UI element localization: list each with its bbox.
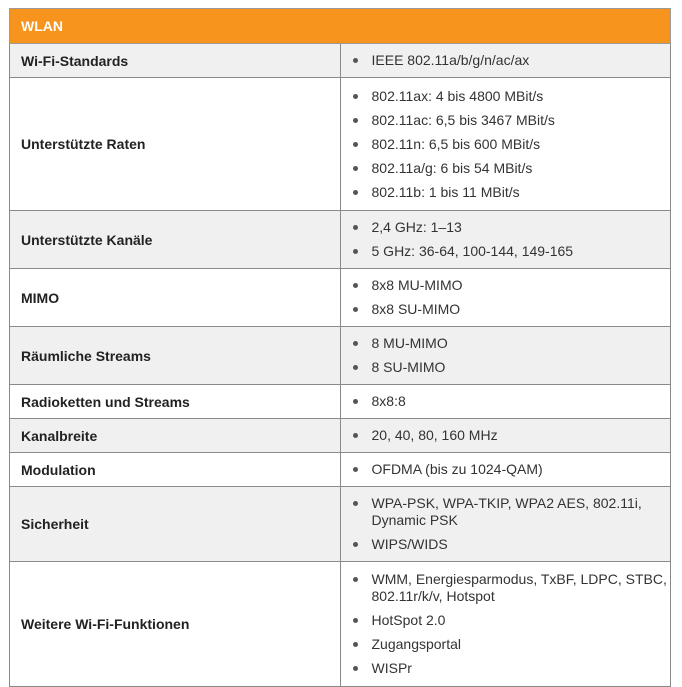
spec-values bbox=[340, 44, 671, 78]
spec-label: Weitere Wi-Fi-Funktionen bbox=[10, 562, 341, 687]
bullet-icon bbox=[353, 642, 358, 647]
spec-label: Unterstützte Kanäle bbox=[10, 211, 341, 269]
spec-row-supported-channels bbox=[10, 211, 671, 269]
spec-values bbox=[340, 487, 671, 562]
value-item bbox=[353, 301, 663, 318]
bullet-icon bbox=[353, 365, 358, 370]
bullet-icon bbox=[353, 190, 358, 195]
value-item bbox=[353, 52, 663, 69]
spec-row-spatial-streams bbox=[10, 327, 671, 385]
spec-label: MIMO bbox=[10, 269, 341, 327]
spec-row-more-wifi-features bbox=[10, 562, 671, 687]
value-list bbox=[353, 219, 663, 260]
value-item bbox=[353, 495, 663, 529]
spec-values bbox=[340, 269, 671, 327]
value-item bbox=[353, 393, 663, 410]
bullet-icon bbox=[353, 618, 358, 623]
value-text: 8x8:8 bbox=[372, 393, 406, 409]
value-list bbox=[353, 427, 663, 444]
value-list bbox=[353, 393, 663, 410]
spec-row-wifi-standards bbox=[10, 44, 671, 78]
value-text: IEEE 802.11a/b/g/n/ac/ax bbox=[372, 52, 530, 68]
bullet-icon bbox=[353, 142, 358, 147]
spec-row-radio-chains bbox=[10, 385, 671, 419]
value-item bbox=[353, 160, 663, 177]
value-list bbox=[353, 571, 663, 677]
value-item bbox=[353, 571, 663, 605]
value-item bbox=[353, 219, 663, 236]
value-item bbox=[353, 184, 663, 201]
bullet-icon bbox=[353, 249, 358, 254]
section-title: WLAN bbox=[10, 9, 671, 44]
spec-values bbox=[340, 562, 671, 687]
value-list bbox=[353, 495, 663, 553]
value-item bbox=[353, 277, 663, 294]
section-header-row bbox=[10, 9, 671, 44]
value-text: 802.11a/g: 6 bis 54 MBit/s bbox=[372, 160, 533, 176]
value-text: WMM, Energiesparmodus, TxBF, LDPC, STBC, 802.11r/k/v, Hotspot bbox=[372, 571, 682, 605]
value-text: Zugangsportal bbox=[372, 636, 462, 652]
value-item bbox=[353, 612, 663, 629]
bullet-icon bbox=[353, 307, 358, 312]
spec-row-modulation bbox=[10, 453, 671, 487]
value-text: OFDMA (bis zu 1024-QAM) bbox=[372, 461, 543, 477]
spec-label: Unterstützte Raten bbox=[10, 78, 341, 211]
bullet-icon bbox=[353, 341, 358, 346]
value-text: 802.11ac: 6,5 bis 3467 MBit/s bbox=[372, 112, 555, 128]
spec-values bbox=[340, 385, 671, 419]
value-item bbox=[353, 136, 663, 153]
value-text: WIPS/WIDS bbox=[372, 536, 448, 552]
value-item bbox=[353, 335, 663, 352]
spec-values bbox=[340, 453, 671, 487]
spec-label: Kanalbreite bbox=[10, 419, 341, 453]
value-text: 5 GHz: 36-64, 100-144, 149-165 bbox=[372, 243, 574, 259]
value-text: WISPr bbox=[372, 660, 412, 676]
value-item bbox=[353, 112, 663, 129]
value-item bbox=[353, 427, 663, 444]
value-text: 802.11n: 6,5 bis 600 MBit/s bbox=[372, 136, 541, 152]
spec-values bbox=[340, 78, 671, 211]
value-text: WPA-PSK, WPA-TKIP, WPA2 AES, 802.11i, Dynamic PSK bbox=[372, 495, 642, 528]
value-item bbox=[353, 636, 663, 653]
value-text: 2,4 GHz: 1–13 bbox=[372, 219, 462, 235]
value-list bbox=[353, 335, 663, 376]
bullet-icon bbox=[353, 118, 358, 123]
value-text: 802.11ax: 4 bis 4800 MBit/s bbox=[372, 88, 544, 104]
spec-label: Wi-Fi-Standards bbox=[10, 44, 341, 78]
value-item bbox=[353, 88, 663, 105]
bullet-icon bbox=[353, 433, 358, 438]
value-text: 20, 40, 80, 160 MHz bbox=[372, 427, 498, 443]
value-item bbox=[353, 660, 663, 677]
spec-values bbox=[340, 211, 671, 269]
bullet-icon bbox=[353, 542, 358, 547]
value-item bbox=[353, 461, 663, 478]
bullet-icon bbox=[353, 58, 358, 63]
value-item bbox=[353, 536, 663, 553]
value-text: 8x8 MU-MIMO bbox=[372, 277, 463, 293]
spec-values bbox=[340, 327, 671, 385]
spec-label: Radioketten und Streams bbox=[10, 385, 341, 419]
value-item bbox=[353, 243, 663, 260]
value-list bbox=[353, 461, 663, 478]
bullet-icon bbox=[353, 501, 358, 506]
bullet-icon bbox=[353, 94, 358, 99]
bullet-icon bbox=[353, 577, 358, 582]
value-text: 8 MU-MIMO bbox=[372, 335, 448, 351]
bullet-icon bbox=[353, 283, 358, 288]
spec-label: Räumliche Streams bbox=[10, 327, 341, 385]
spec-row-mimo bbox=[10, 269, 671, 327]
value-item bbox=[353, 359, 663, 376]
value-text: HotSpot 2.0 bbox=[372, 612, 446, 628]
bullet-icon bbox=[353, 225, 358, 230]
spec-label: Modulation bbox=[10, 453, 341, 487]
spec-row-channel-width bbox=[10, 419, 671, 453]
bullet-icon bbox=[353, 166, 358, 171]
value-list bbox=[353, 88, 663, 201]
spec-row-supported-rates bbox=[10, 78, 671, 211]
wlan-spec-table bbox=[9, 8, 671, 687]
spec-values bbox=[340, 419, 671, 453]
spec-label: Sicherheit bbox=[10, 487, 341, 562]
value-text: 8 SU-MIMO bbox=[372, 359, 446, 375]
bullet-icon bbox=[353, 399, 358, 404]
value-text: 8x8 SU-MIMO bbox=[372, 301, 461, 317]
spec-row-security bbox=[10, 487, 671, 562]
bullet-icon bbox=[353, 467, 358, 472]
value-list bbox=[353, 52, 663, 69]
value-list bbox=[353, 277, 663, 318]
value-text: 802.11b: 1 bis 11 MBit/s bbox=[372, 184, 520, 200]
